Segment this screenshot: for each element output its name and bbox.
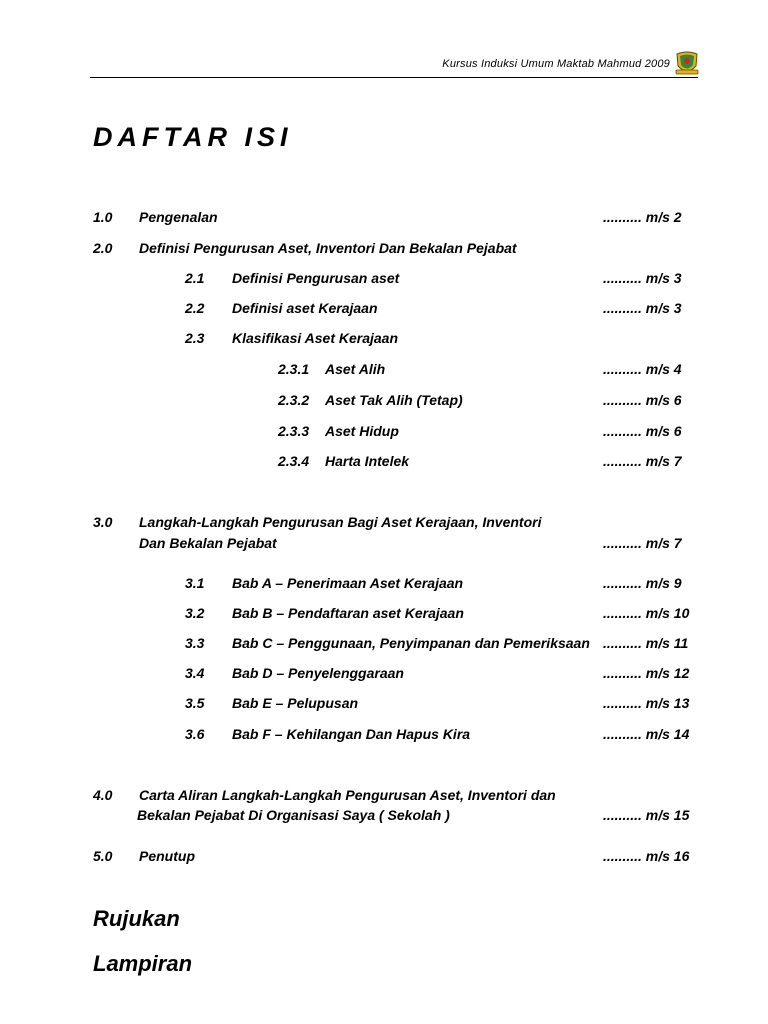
toc-row (0, 514, 768, 536)
toc-page: .......... m/s 6 (603, 423, 682, 439)
toc-page: .......... m/s 7 (603, 453, 682, 469)
toc-label: Bab D – Penyelenggaraan (232, 665, 404, 681)
toc-label: Bab A – Penerimaan Aset Kerajaan (232, 575, 464, 591)
toc-label: Penutup (139, 848, 195, 864)
toc-number: 2.1 (185, 270, 205, 286)
toc-row (0, 392, 768, 414)
toc-page: .......... m/s 13 (603, 695, 690, 711)
toc-number: 2.3.1 (278, 361, 310, 377)
toc-row (0, 575, 768, 597)
toc-number: 2.3 (185, 330, 205, 346)
toc-label: Bab F – Kehilangan Dan Hapus Kira (232, 726, 471, 742)
toc-row (0, 605, 768, 627)
toc-number: 3.1 (185, 575, 205, 591)
toc-label: Aset Hidup (325, 423, 399, 439)
toc-label: Bab B – Pendaftaran aset Kerajaan (232, 605, 464, 621)
toc-row (0, 726, 768, 748)
toc-number: 3.2 (185, 605, 205, 621)
toc-page: .......... m/s 12 (603, 665, 690, 681)
section-rujukan: Rujukan (93, 906, 180, 931)
toc-label: Definisi Pengurusan Aset, Inventori Dan Bekalan Pejabat (139, 240, 517, 256)
toc-row (0, 423, 768, 445)
toc-row (0, 695, 768, 717)
toc-page: .......... m/s 16 (603, 848, 690, 864)
toc-page: .......... m/s 11 (603, 635, 689, 651)
toc-label: Pengenalan (139, 209, 218, 225)
toc-label: Harta Intelek (325, 453, 410, 469)
toc-page: .......... m/s 14 (603, 726, 690, 742)
header-divider (90, 77, 698, 78)
toc-row (0, 535, 768, 557)
toc-label: Langkah-Langkah Pengurusan Bagi Aset Kerajaan, Inventori (139, 514, 542, 530)
toc-number: 2.3.4 (278, 453, 310, 469)
toc-number: 1.0 (93, 209, 113, 225)
toc-number: 2.3.3 (278, 423, 310, 439)
toc-row (0, 787, 768, 809)
toc-row (0, 665, 768, 687)
toc-row (0, 240, 768, 262)
toc-page: .......... m/s 10 (603, 605, 690, 621)
toc-row (0, 361, 768, 383)
toc-row (0, 209, 768, 231)
toc-number: 3.6 (185, 726, 205, 742)
toc-row (0, 848, 768, 870)
toc-row (0, 635, 768, 657)
school-crest-icon (672, 48, 702, 78)
toc-label: Aset Tak Alih (Tetap) (325, 392, 463, 408)
toc-number: 3.3 (185, 635, 205, 651)
toc-row (0, 300, 768, 322)
toc-page: .......... m/s 15 (603, 807, 690, 823)
toc-page: .......... m/s 4 (603, 361, 682, 377)
toc-row (0, 330, 768, 352)
toc-label: Dan Bekalan Pejabat (139, 535, 277, 551)
toc-number: 5.0 (93, 848, 113, 864)
toc-number: 3.0 (93, 514, 113, 530)
toc-label: Bekalan Pejabat Di Organisasi Saya ( Sekolah ) (137, 807, 450, 823)
toc-number: 3.4 (185, 665, 205, 681)
toc-label: Definisi aset Kerajaan (232, 300, 378, 316)
toc-page: .......... m/s 2 (603, 209, 682, 225)
toc-page: .......... m/s 6 (603, 392, 682, 408)
toc-page: .......... m/s 3 (603, 300, 682, 316)
toc-number: 2.3.2 (278, 392, 310, 408)
toc-label: Bab E – Pelupusan (232, 695, 359, 711)
page-title: DAFTAR ISI (93, 122, 293, 152)
toc-label: Aset Alih (325, 361, 386, 377)
toc-number: 4.0 (93, 787, 113, 803)
toc-page: .......... m/s 3 (603, 270, 682, 286)
toc-row (0, 807, 768, 829)
toc-number: 2.0 (93, 240, 113, 256)
toc-label: Definisi Pengurusan aset (232, 270, 400, 286)
toc-label: Klasifikasi Aset Kerajaan (232, 330, 399, 346)
toc-page: .......... m/s 7 (603, 535, 682, 551)
toc-number: 2.2 (185, 300, 205, 316)
toc-number: 3.5 (185, 695, 205, 711)
toc-label: Bab C – Penggunaan, Penyimpanan dan Pemeriksaan (232, 635, 590, 651)
header-text: Kursus Induksi Umum Maktab Mahmud 2009 (442, 58, 670, 70)
toc-page: .......... m/s 9 (603, 575, 682, 591)
toc-row (0, 270, 768, 292)
toc-label: Carta Aliran Langkah-Langkah Pengurusan Aset, Inventori dan (139, 787, 556, 803)
toc-row (0, 453, 768, 475)
section-lampiran: Lampiran (93, 951, 193, 976)
